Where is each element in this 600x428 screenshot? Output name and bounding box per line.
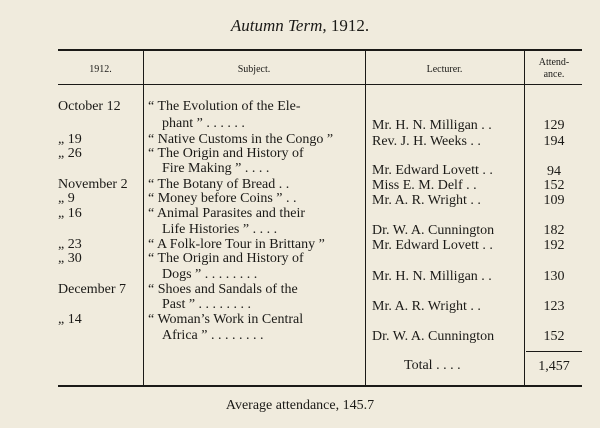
row-subject-cont: Life Histories ” . . . . bbox=[162, 222, 278, 237]
row-attendance: 194 bbox=[543, 134, 565, 149]
row-subject-cont: phant ” . . . . . . bbox=[162, 116, 245, 131]
row-attendance: 152 bbox=[543, 178, 565, 193]
row-attendance: 129 bbox=[543, 118, 565, 133]
row-date: „ 19 bbox=[58, 132, 82, 147]
row-lecturer: Mr. H. N. Milligan . . bbox=[372, 118, 492, 133]
row-subject: “ The Evolution of the Ele- bbox=[148, 99, 301, 114]
row-date: „ 23 bbox=[58, 237, 82, 252]
page-title: Autumn Term, 1912. bbox=[230, 16, 370, 35]
row-attendance: 109 bbox=[543, 193, 565, 208]
row-lecturer: Mr. A. R. Wright . . bbox=[372, 193, 481, 208]
row-subject: “ Shoes and Sandals of the bbox=[148, 282, 298, 297]
row-lecturer: Dr. W. A. Cunnington bbox=[372, 329, 495, 344]
row-attendance: 152 bbox=[543, 329, 565, 344]
row-attendance: 192 bbox=[543, 238, 565, 253]
row-attendance: 94 bbox=[547, 164, 561, 179]
row-date: „ 14 bbox=[58, 312, 82, 327]
row-lecturer: Miss E. M. Delf . . bbox=[372, 178, 477, 193]
header-attendance: Attend- ance. bbox=[538, 57, 570, 80]
row-subject: “ The Origin and History of bbox=[148, 251, 304, 266]
row-subject: “ The Botany of Bread . . bbox=[148, 177, 290, 192]
column-divider bbox=[524, 51, 525, 385]
row-attendance: 182 bbox=[543, 223, 565, 238]
row-lecturer: Mr. Edward Lovett . . bbox=[372, 163, 493, 178]
table-top-rule bbox=[58, 49, 582, 51]
total-value: 1,457 bbox=[538, 359, 570, 374]
row-lecturer: Dr. W. A. Cunnington bbox=[372, 223, 495, 238]
row-attendance: 123 bbox=[543, 299, 565, 314]
row-lecturer: Mr. A. R. Wright . . bbox=[372, 299, 481, 314]
row-subject: “ Native Customs in the Congo ” bbox=[148, 132, 334, 147]
average-attendance: Average attendance, 145.7 bbox=[225, 398, 375, 413]
total-label: Total . . . . bbox=[404, 358, 461, 373]
row-subject-cont: Fire Making ” . . . . bbox=[162, 161, 270, 176]
row-subject: “ Woman’s Work in Central bbox=[148, 312, 304, 327]
row-subject: “ Animal Parasites and their bbox=[148, 206, 306, 221]
row-subject: “ A Folk-lore Tour in Brittany ” bbox=[148, 237, 325, 252]
header-subject: Subject. bbox=[237, 64, 271, 75]
row-lecturer: Mr. Edward Lovett . . bbox=[372, 238, 493, 253]
total-rule bbox=[526, 351, 582, 352]
row-subject-cont: Past ” . . . . . . . . bbox=[162, 297, 252, 312]
row-date: „ 26 bbox=[58, 146, 82, 161]
row-subject: “ The Origin and History of bbox=[148, 146, 304, 161]
table-bottom-rule bbox=[58, 385, 582, 387]
row-date: November 2 bbox=[58, 177, 128, 192]
row-subject-cont: Africa ” . . . . . . . . bbox=[162, 328, 264, 343]
row-lecturer: Rev. J. H. Weeks . . bbox=[372, 134, 481, 149]
column-divider bbox=[143, 51, 144, 385]
table-header-rule bbox=[58, 84, 582, 85]
row-subject-cont: Dogs ” . . . . . . . . bbox=[162, 267, 258, 282]
row-date: „ 30 bbox=[58, 251, 82, 266]
row-date: October 12 bbox=[58, 99, 121, 114]
header-lecturer: Lecturer. bbox=[426, 64, 463, 75]
row-lecturer: Mr. H. N. Milligan . . bbox=[372, 269, 492, 284]
row-date: „ 9 bbox=[58, 191, 75, 206]
row-date: December 7 bbox=[58, 282, 127, 297]
row-subject: “ Money before Coins ” . . bbox=[148, 191, 297, 206]
header-year: 1912. bbox=[89, 64, 112, 75]
row-attendance: 130 bbox=[543, 269, 565, 284]
row-date: „ 16 bbox=[58, 206, 82, 221]
